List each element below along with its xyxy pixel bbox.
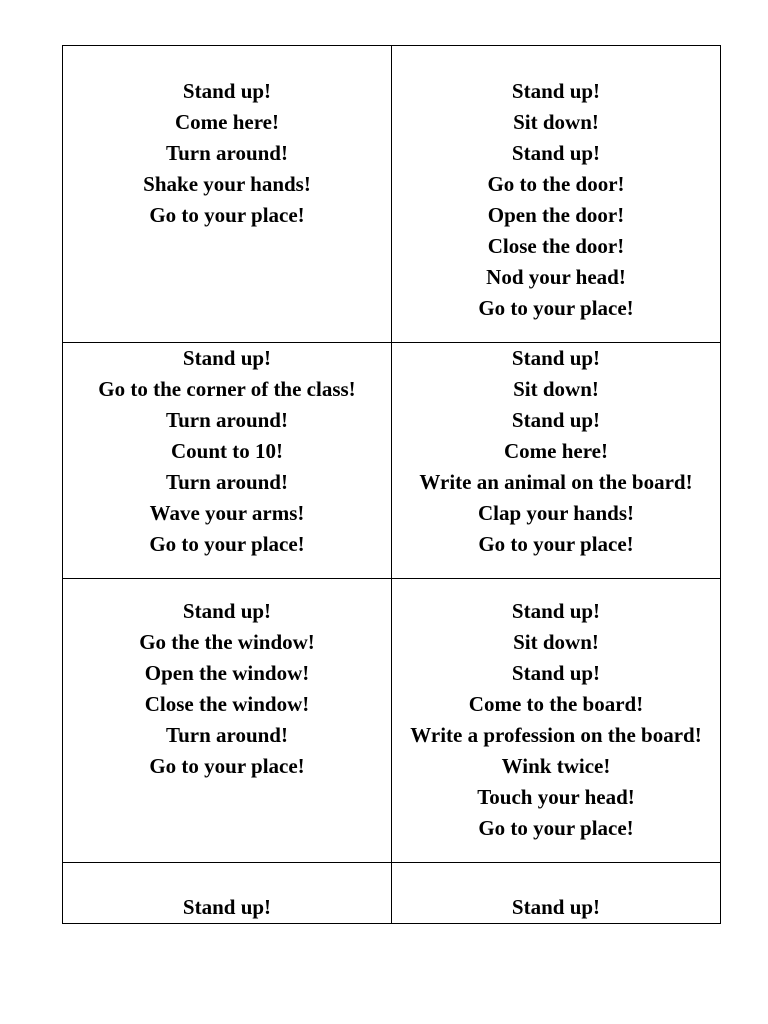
command-line: Go to your place!: [478, 816, 634, 840]
command-line: Stand up!: [182, 599, 272, 623]
command-card: [63, 46, 392, 343]
command-line: Turn around!: [166, 723, 288, 747]
command-line: Come here!: [175, 110, 279, 134]
command-card-grid: [62, 45, 721, 924]
command-line: Go to the corner of the class!: [98, 377, 356, 401]
command-line: Count to 10!: [170, 439, 283, 463]
command-line: Stand up!: [511, 141, 601, 165]
command-card: [63, 343, 392, 579]
command-card: [392, 343, 721, 579]
command-line: Close the window!: [144, 692, 310, 716]
card-row: [63, 343, 721, 579]
command-line: Wave your arms!: [149, 501, 305, 525]
command-line: Stand up!: [511, 895, 601, 919]
command-line: Sit down!: [513, 377, 599, 401]
command-line: Turn around!: [166, 408, 288, 432]
command-line: Stand up!: [511, 661, 601, 685]
command-line: Open the window!: [144, 661, 310, 685]
command-line: Nod your head!: [486, 265, 626, 289]
command-line: Sit down!: [513, 110, 599, 134]
command-line: Stand up!: [511, 79, 601, 103]
command-line: Come to the board!: [468, 692, 644, 716]
command-card: [63, 863, 392, 924]
command-line: Stand up!: [182, 346, 272, 370]
command-line: Turn around!: [166, 470, 288, 494]
command-line: Go to your place!: [149, 203, 305, 227]
command-line: Turn around!: [166, 141, 288, 165]
command-line: Stand up!: [182, 895, 272, 919]
command-line: Write a profession on the board!: [410, 723, 702, 747]
command-line: Shake your hands!: [143, 172, 311, 196]
command-line: Go the the window!: [139, 630, 315, 654]
command-line: Go to your place!: [478, 532, 634, 556]
command-line: Clap your hands!: [477, 501, 634, 525]
command-line: Go to your place!: [149, 532, 305, 556]
card-row: [63, 46, 721, 343]
command-line: Write an animal on the board!: [419, 470, 693, 494]
command-line: Stand up!: [511, 408, 601, 432]
command-line: Go to your place!: [149, 754, 305, 778]
command-line: Touch your head!: [477, 785, 635, 809]
card-row: [63, 579, 721, 863]
command-card: [392, 579, 721, 863]
command-line: Go to the door!: [487, 172, 625, 196]
command-line: Sit down!: [513, 630, 599, 654]
command-line: Come here!: [504, 439, 608, 463]
command-line: Stand up!: [511, 599, 601, 623]
command-card: [392, 46, 721, 343]
command-line: Close the door!: [487, 234, 625, 258]
card-row: [63, 863, 721, 924]
command-line: Open the door!: [487, 203, 625, 227]
command-line: Go to your place!: [478, 296, 634, 320]
command-line: Wink twice!: [501, 754, 611, 778]
command-card: [63, 579, 392, 863]
command-line: Stand up!: [511, 346, 601, 370]
command-card: [392, 863, 721, 924]
command-line: Stand up!: [182, 79, 272, 103]
